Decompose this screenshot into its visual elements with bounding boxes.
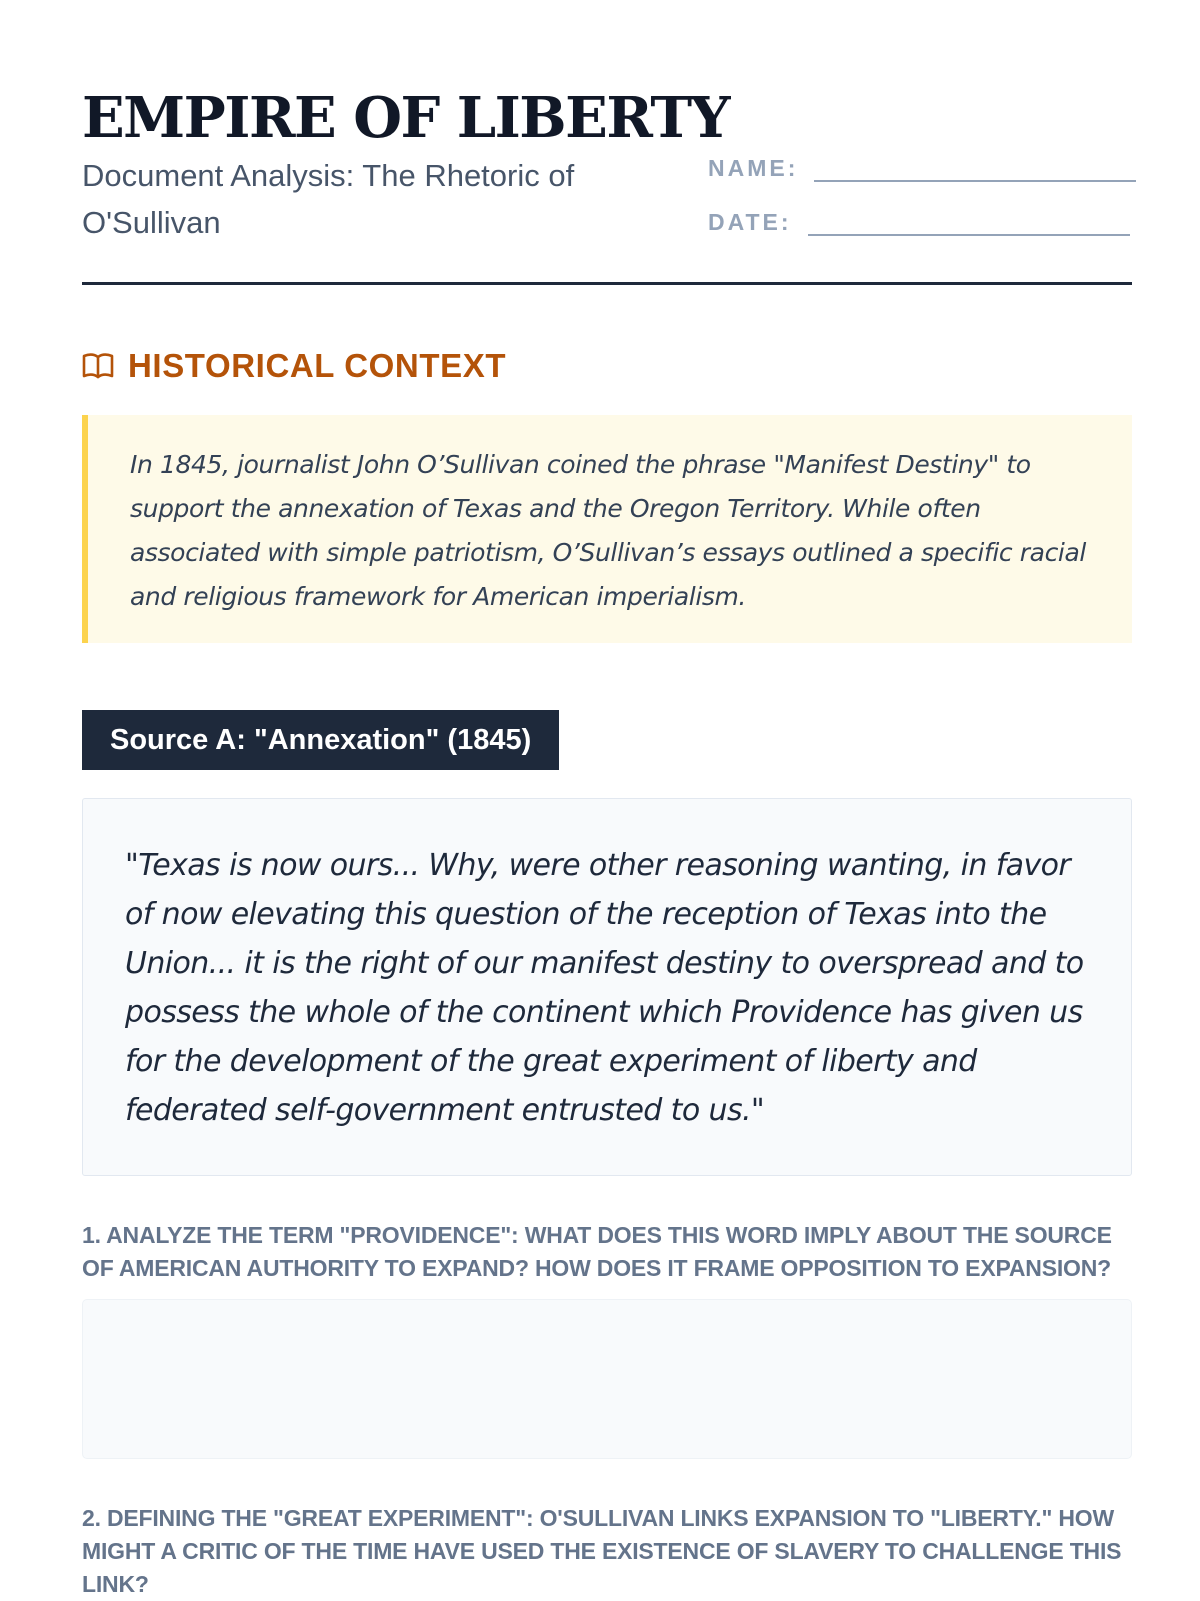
worksheet-header	[82, 86, 1132, 286]
name-label: NAME:	[708, 155, 799, 181]
date-field	[708, 208, 1130, 236]
date-label: DATE:	[708, 209, 792, 235]
page-subtitle: Document Analysis: The Rhetoric of O'Sullivan	[82, 158, 575, 240]
context-heading	[82, 346, 506, 386]
answer-1-box[interactable]	[82, 1299, 1132, 1459]
page-title: EMPIRE OF LIBERTY	[82, 85, 730, 151]
source-a-quote: "Texas is now ours... Why, were other reasoning wanting, in favor of now elevating this question of the reception of Texas into the Union... it is the right of our manifest destiny to overspread and to possess the whole of the continent which Providence has given us for the development of the great experiment of liberty and federated self-government entrusted to us."	[125, 848, 1084, 1128]
source-a-label: Source A: "Annexation" (1845)	[82, 710, 559, 770]
question-2: 2. DEFINING THE "GREAT EXPERIMENT": O'SULLIVAN LINKS EXPANSION TO "LIBERTY." HOW MIGHT A CRITIC OF THE TIME HAVE USED THE EXISTENCE OF SLAVERY TO CHALLENGE THIS LINK?	[82, 1505, 1122, 1597]
book-open-icon	[82, 352, 114, 380]
context-text: In 1845, journalist John O’Sullivan coined the phrase "Manifest Destiny" to support the annexation of Texas and the Oregon Territory. While often associated with simple patriotism, O’Sullivan’s essays outlined a specific racial and religious framework for American imperialism.	[130, 450, 1086, 611]
context-box	[82, 415, 1132, 643]
source-a-quote-box	[82, 798, 1132, 1176]
name-field	[708, 154, 1136, 182]
name-input-line[interactable]	[814, 156, 1136, 182]
context-heading-text: HISTORICAL CONTEXT	[128, 347, 507, 384]
question-1: 1. ANALYZE THE TERM "PROVIDENCE": WHAT DOES THIS WORD IMPLY ABOUT THE SOURCE OF AMERICAN AUTHORITY TO EXPAND? HOW DOES IT FRAME OPPOSITION TO EXPANSION?	[82, 1222, 1112, 1281]
header-divider	[82, 282, 1132, 285]
date-input-line[interactable]	[808, 210, 1130, 236]
